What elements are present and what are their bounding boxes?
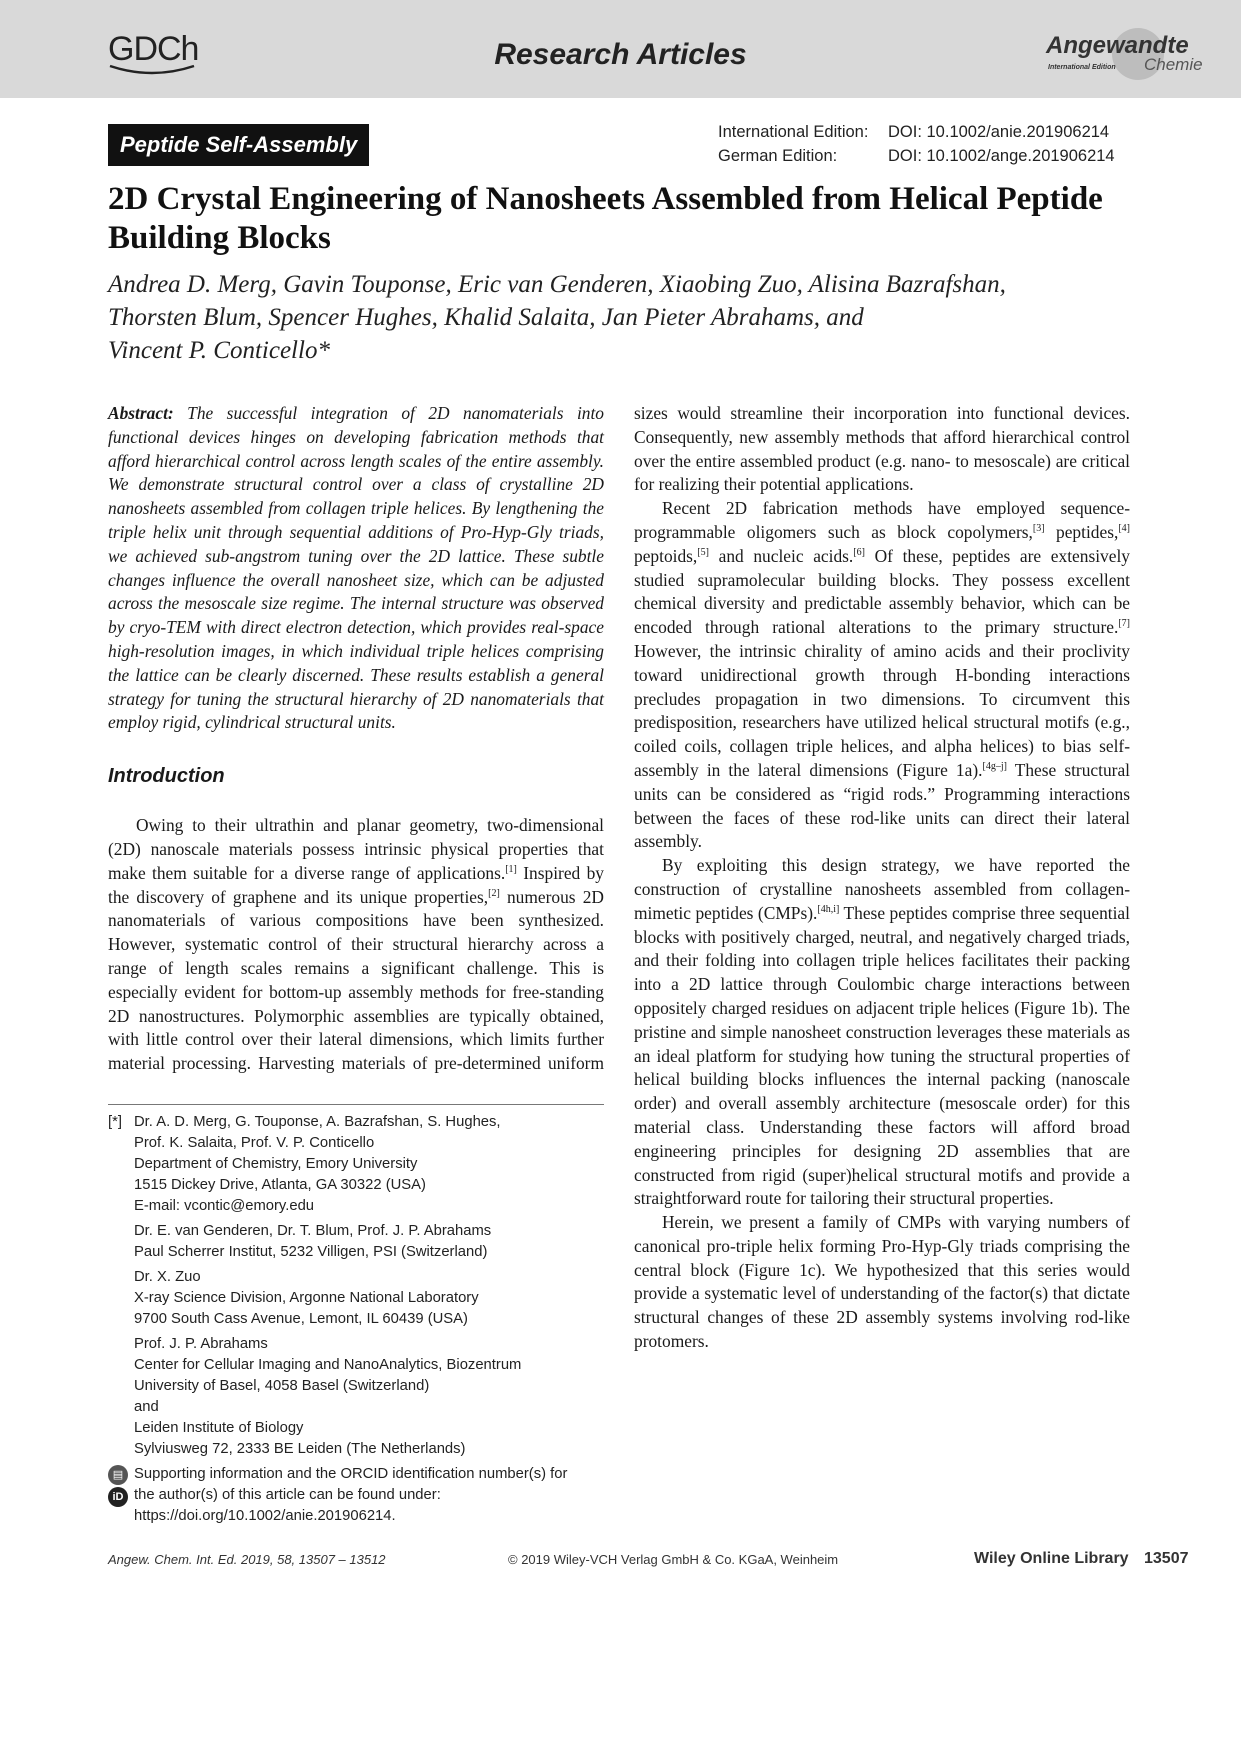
page-footer — [108, 1552, 1198, 1572]
footnote-divider — [108, 1104, 604, 1105]
doi-german — [718, 144, 1115, 168]
angewandte-logo: Angewandte — [1046, 32, 1189, 59]
left-column — [108, 402, 604, 1076]
author-line: Andrea D. Merg, Gavin Touponse, Eric van Genderen, Xiaobing Zuo, Alisina Bazrafshan, — [108, 271, 1006, 298]
affiliation-block — [134, 1334, 608, 1460]
affiliation-line: Prof. J. P. Abrahams — [134, 1336, 268, 1352]
supporting-info-line: Supporting information and the ORCID identification number(s) for — [134, 1466, 568, 1482]
orcid-icon: iD — [108, 1487, 128, 1507]
citation-ref[interactable]: [3] — [1032, 523, 1045, 535]
affiliation-footnotes — [108, 1112, 608, 1527]
citation-ref[interactable]: [1] — [505, 863, 517, 875]
author-list — [108, 268, 1148, 367]
affiliation-line: 1515 Dickey Drive, Atlanta, GA 30322 (USA) — [134, 1177, 426, 1193]
footnote-mark: [*] — [108, 1114, 122, 1130]
intro-paragraph-continued: sizes would streamline their incorporation into functional devices. Consequently, new assembly methods that afford hierarchical control over the entire assembled product (e.g. nano- to mesoscale) are critical for realizing their potential applications. — [634, 403, 1130, 495]
journal-citation: Angew. Chem. Int. Ed. 2019, 58, 13507 – 13512 — [108, 1552, 386, 1567]
paragraph-text: Of these, peptides are extensively studied supramolecular building blocks. They possess excellent chemical diversity and predictable assembly behavior, which can be encoded through rational alterations to the primary structure. — [634, 545, 1130, 638]
gdch-logo: GDCh — [108, 30, 199, 68]
introduction-heading: Introduction — [108, 765, 225, 788]
body-paragraph: Herein, we present a family of CMPs with varying numbers of canonical pro-triple helix forming Pro-Hyp-Gly triads comprising the central block (Figure 1c). We hypothesized that this series would provide a systematic level of understanding of the factor(s) that dictate structural changes of these 2D assembly systems involving rod-like protomers. — [634, 1212, 1130, 1352]
paragraph-text: By exploiting this design strategy, we have reported the construction of crystalline nanosheets assembled from collagen-mimetic peptides (CMPs). — [634, 855, 1130, 923]
doi-label: International Edition: — [718, 123, 869, 141]
supporting-info-link[interactable]: https://doi.org/10.1002/anie.201906214. — [134, 1508, 396, 1524]
citation-ref[interactable]: [4g–j] — [982, 761, 1007, 773]
paragraph-text: peptoids, — [634, 545, 698, 566]
affiliation-line: 9700 South Cass Avenue, Lemont, IL 60439 (USA) — [134, 1311, 468, 1327]
supporting-info — [112, 1464, 608, 1527]
paragraph-text: However, the intrinsic chirality of amino acids and their proclivity toward unidirectional growth through H-bonding interactions precludes propagation in two dimensions. To circumvent this predisposition, researchers have utilized helical structural motifs (e.g., coiled coils, collagen triple helices, and alpha helices) to bias self-assembly in the lateral dimensions (Figure 1a). — [634, 640, 1130, 780]
author-line: Vincent P. Conticello* — [108, 337, 330, 364]
section-title: Research Articles — [494, 38, 747, 71]
affiliation-line: X-ray Science Division, Argonne National Laboratory — [134, 1290, 479, 1306]
affiliation-line: Sylviusweg 72, 2333 BE Leiden (The Netherlands) — [134, 1441, 466, 1457]
right-column — [634, 402, 1130, 1354]
supporting-info-line: the author(s) of this article can be found under: — [134, 1487, 441, 1503]
affiliation-line: Dr. A. D. Merg, G. Touponse, A. Bazrafshan, S. Hughes, — [134, 1114, 501, 1130]
affiliation-line: Department of Chemistry, Emory University — [134, 1156, 418, 1172]
citation-ref[interactable]: [6] — [853, 546, 865, 558]
page-number: 13507 — [1144, 1550, 1189, 1567]
abstract — [108, 402, 604, 735]
affiliation-block — [134, 1221, 608, 1263]
body-paragraph — [634, 497, 1130, 854]
affiliation-line: Dr. E. van Genderen, Dr. T. Blum, Prof. J. P. Abrahams — [134, 1223, 492, 1239]
paragraph-text: Recent 2D fabrication methods have employed sequence-programmable oligomers such as block copolymers, — [634, 498, 1130, 542]
citation-ref[interactable]: [2] — [488, 887, 500, 899]
page-header — [0, 0, 1241, 98]
paragraph-text: peptides, — [1044, 521, 1119, 542]
affiliation-line: Center for Cellular Imaging and NanoAnalytics, Biozentrum — [134, 1357, 522, 1373]
paragraph-text: Inspired by the discovery of graphene and its unique properties, — [108, 862, 604, 907]
citation-ref[interactable]: [4h,i] — [817, 903, 840, 915]
copyright: © 2019 Wiley-VCH Verlag GmbH & Co. KGaA, Weinheim — [508, 1552, 839, 1567]
affiliation-line: University of Basel, 4058 Basel (Switzerland) — [134, 1378, 430, 1394]
affiliation-line: Leiden Institute of Biology — [134, 1420, 304, 1436]
citation-ref[interactable]: [4] — [1118, 523, 1130, 535]
abstract-text: The successful integration of 2D nanomaterials into functional devices hinges on developing fabrication methods that afford hierarchical control across length scales of the entire assembly. We demonstrate structural control over a class of crystalline 2D nanosheets assembled from collagen triple helices. By lengthening the triple helix unit through sequential additions of Pro-Hyp-Gly triads, we achieved sub-angstrom tuning over the 2D lattice. These subtle changes influence the overall nanosheet size, which can be adjusted across the mesoscale size regime. The internal structure was observed by cryo-TEM with direct electron detection, which provides real-space high-resolution images, in which individual triple helices comprising the lattice can be clearly discerned. These results establish a general strategy for tuning the structural hierarchy of 2D nanomaterials that employ rigid, cylindrical structural units. — [108, 403, 604, 733]
angewandte-logo-chemie: Chemie — [1144, 55, 1203, 74]
affiliation-line: and — [134, 1399, 159, 1415]
body-paragraph — [634, 854, 1130, 1211]
affiliation-block — [134, 1267, 608, 1330]
paragraph-text: These structural units can be considered as “rigid rods.” Programming interactions between the faces of these rod-like units can direct their lateral assembly. — [634, 759, 1131, 852]
doi-info — [718, 120, 1115, 168]
angewandte-logo-edition: International Edition — [1048, 64, 1116, 71]
paragraph-text: and nucleic acids. — [708, 545, 854, 566]
doi-label: German Edition: — [718, 147, 838, 165]
paragraph-text: These peptides comprise three sequential blocks with positively charged, neutral, and negatively charged triads, and their folding into collagen triple helices facilitates their packing into a 2D lattice through Coulombic charge interactions between oppositely charged residues on adjacent triple helices (Figure 1b). The pristine and simple nanosheet construction leverages these materials as an ideal platform for studying how tuning the structural properties of helical building blocks influences the internal packing (nanoscale order) and overall assembly architecture (mesoscale order) for this material class. Understanding these factors will afford broad engineering principles for designing 2D assemblies that are constructed from rigid (super)helical structural motifs and provide a straightforward route for tailoring their structural properties. — [634, 902, 1130, 1209]
citation-ref[interactable]: [7] — [1118, 618, 1130, 630]
doi-value[interactable]: DOI: 10.1002/anie.201906214 — [888, 123, 1110, 141]
intro-paragraph — [108, 814, 604, 1076]
affiliation-line: Paul Scherrer Institut, 5232 Villigen, PSI (Switzerland) — [134, 1244, 488, 1260]
email-link[interactable]: E-mail: vcontic@emory.edu — [134, 1198, 315, 1214]
paragraph-text: Owing to their ultrathin and planar geometry, two-dimensional (2D) nanoscale materials possess intrinsic physical properties that make them suitable for a diverse range of applications. — [108, 815, 604, 883]
article-category-badge: Peptide Self-Assembly — [108, 124, 369, 166]
supporting-info-icon: ▤ — [108, 1465, 128, 1485]
affiliation-line: Prof. K. Salaita, Prof. V. P. Conticello — [134, 1135, 375, 1151]
citation-ref[interactable]: [5] — [697, 546, 709, 558]
affiliation-line: Dr. X. Zuo — [134, 1269, 201, 1285]
doi-value[interactable]: DOI: 10.1002/ange.201906214 — [888, 147, 1115, 165]
article-title: 2D Crystal Engineering of Nanosheets Assembled from Helical Peptide Building Blocks — [108, 181, 1103, 256]
paragraph-text: numerous 2D nanomaterials of various compositions have been synthesized. However, systematic control of their structural hierarchy across a range of length scales remains a significant challenge. This is especially evident for bottom-up assembly methods for free-standing 2D nanostructures. Polymorphic assemblies are typically obtained, with little control over their lateral dimensions, which limits further material processing. Harvesting materials of pre-determined uniform — [108, 886, 604, 1074]
affiliation-block — [134, 1112, 608, 1217]
doi-international — [718, 120, 1115, 144]
wiley-online-library: Wiley Online Library — [974, 1550, 1129, 1567]
author-line: Thorsten Blum, Spencer Hughes, Khalid Salaita, Jan Pieter Abrahams, and — [108, 304, 864, 331]
abstract-label: Abstract: — [108, 403, 174, 423]
